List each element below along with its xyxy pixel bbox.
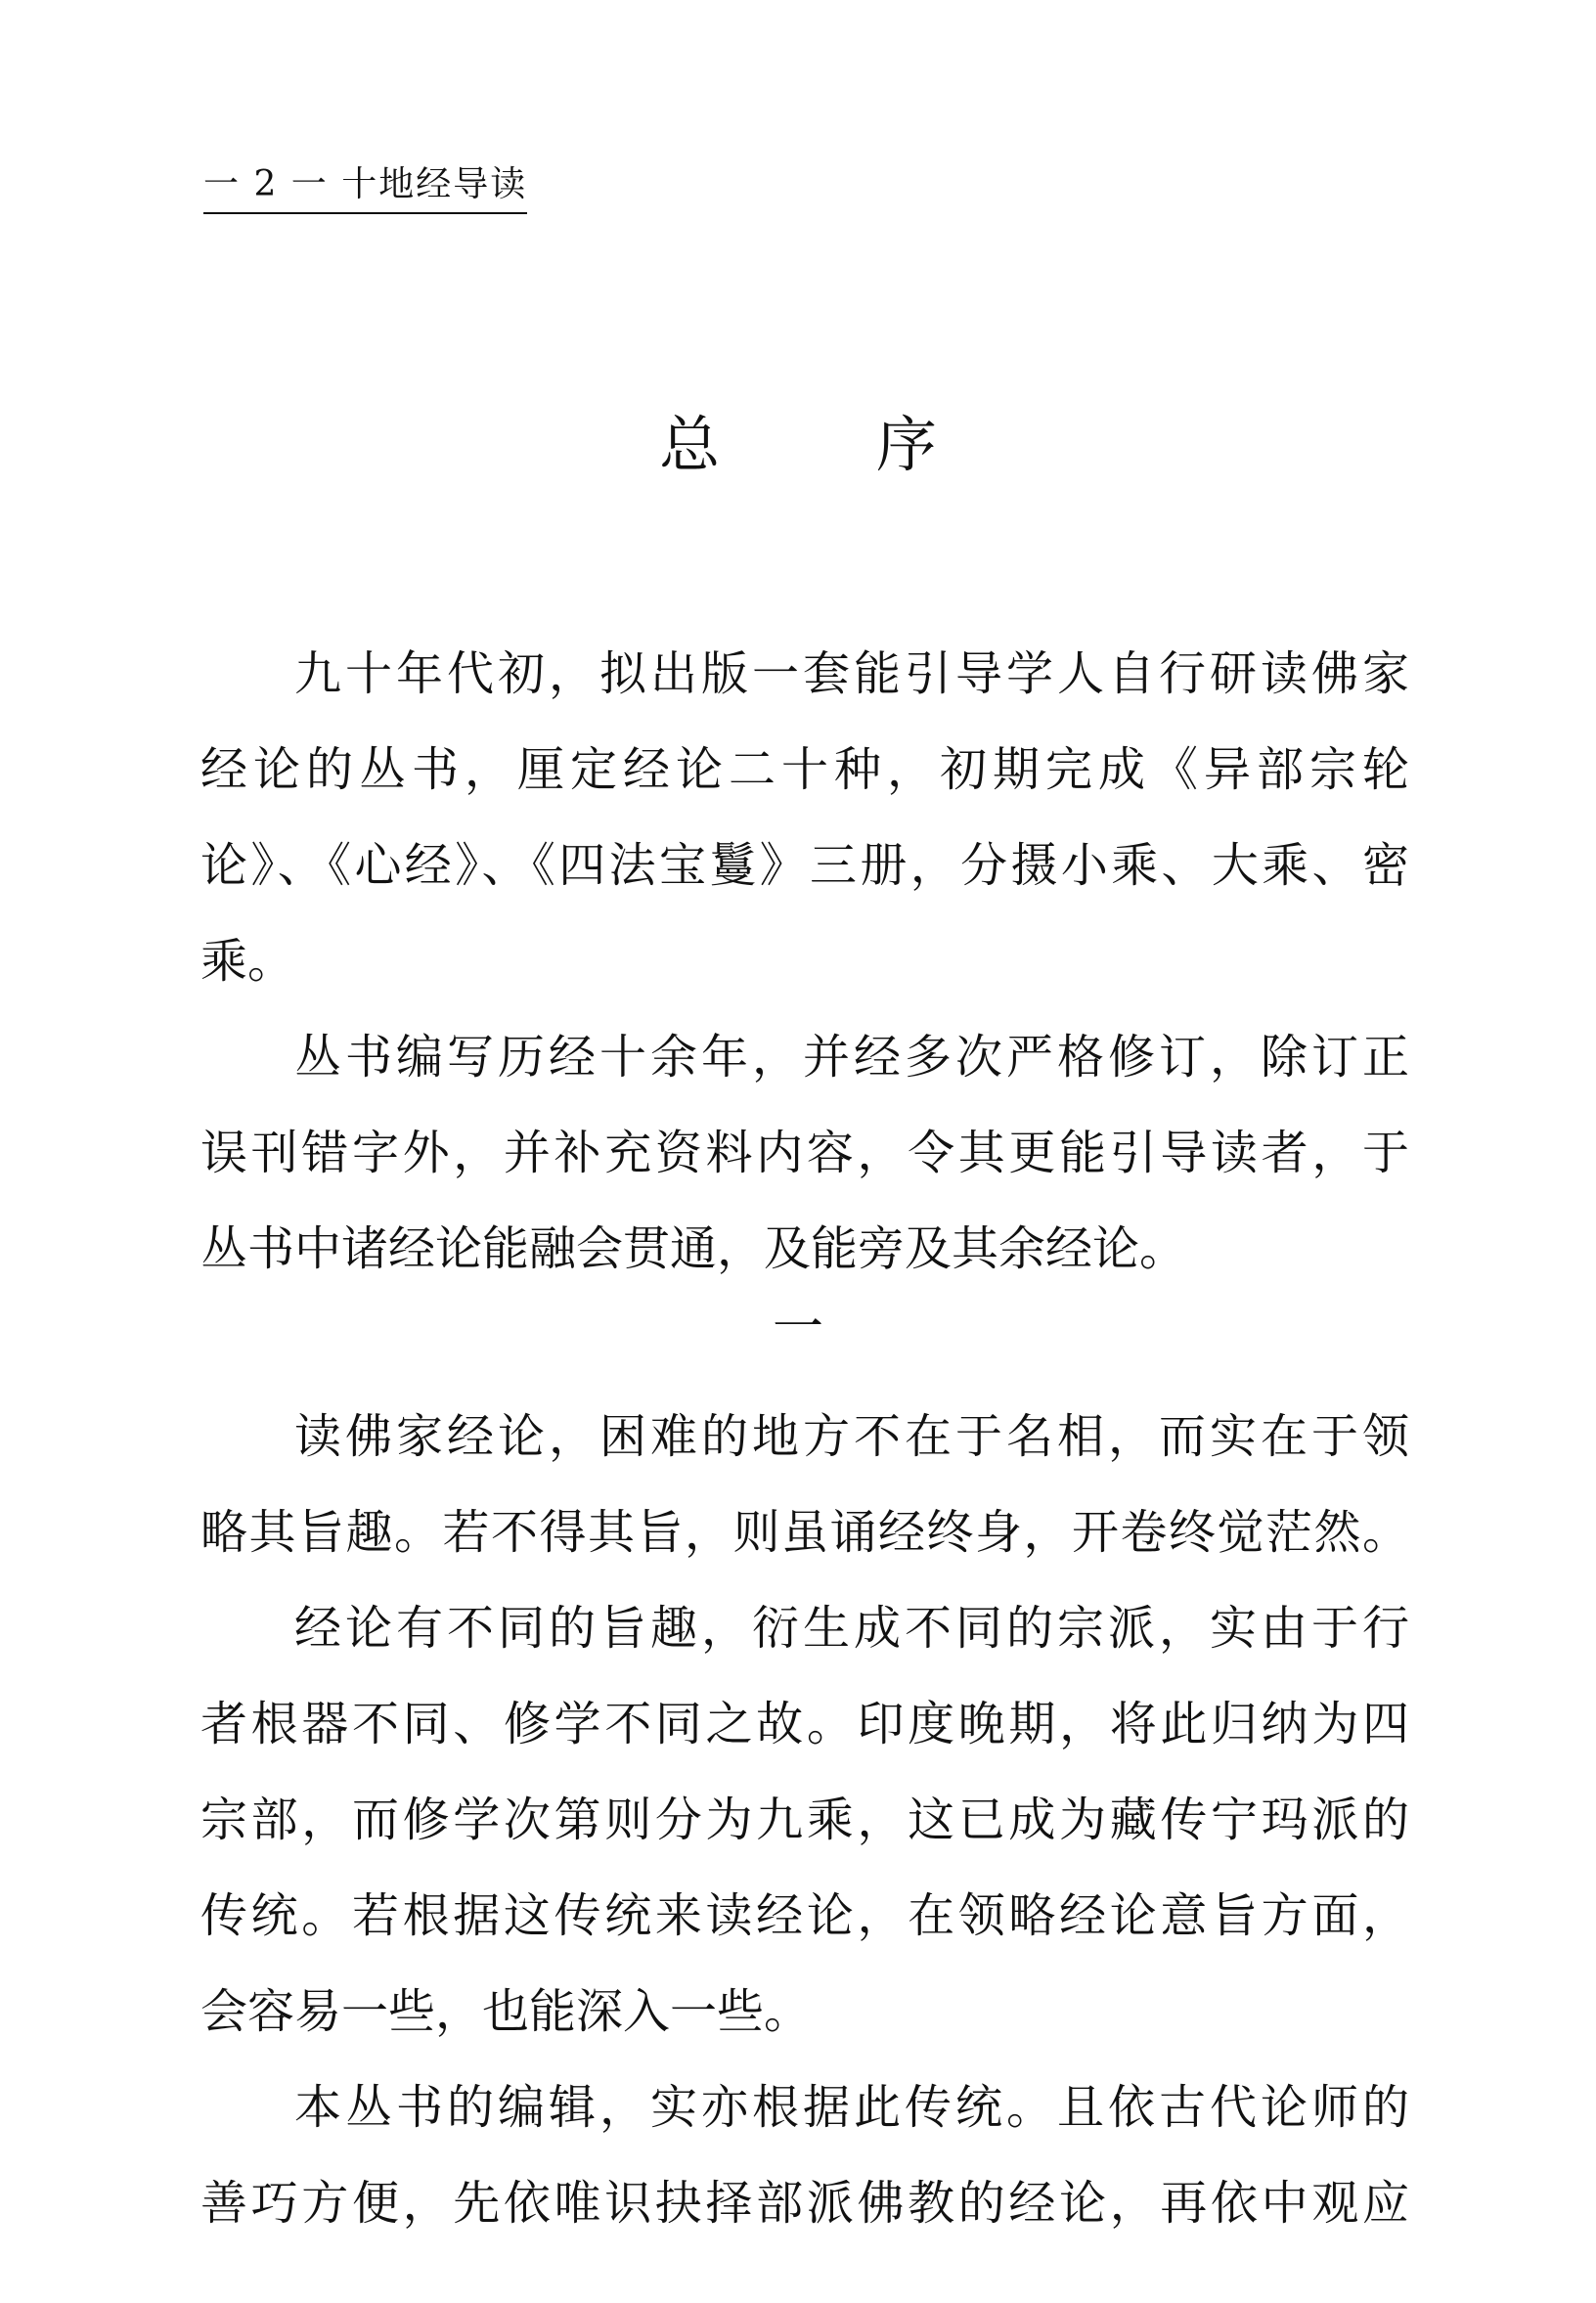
section-marker: 一 [772,1299,823,1357]
intro-text [200,626,1409,1297]
text-line: 经论有不同的旨趣，衍生成不同的宗派，实由于行 [294,1601,1409,1656]
text-line: 乘。 [200,934,295,989]
text-line: 九十年代初，拟出版一套能引导学人自行研读佛家 [294,646,1409,701]
text-line: 善巧方便，先依唯识抉择部派佛教的经论，再依中观应 [200,2176,1409,2231]
text-line: 论》、《心经》、《四法宝鬘》三册，分摄小乘、大乘、密 [200,838,1409,893]
page-title: 总 序 [659,409,1005,480]
text-line: 传统。若根据这传统来读经论，在领略经论意旨方面， [200,1888,1409,1943]
text-line: 略其旨趣。若不得其旨，则虽诵经终身，开卷终觉茫然。 [200,1505,1409,1560]
text-line: 读佛家经论，困难的地方不在于名相，而实在于领 [294,1409,1409,1464]
text-line: 经论的丛书，厘定经论二十种，初期完成《异部宗轮 [200,742,1409,797]
running-header: 一 2 一 十地经导读 [203,156,527,214]
section-one-text [200,1389,1409,2251]
text-line: 误刊错字外，并补充资料内容，令其更能引导读者，于 [200,1126,1409,1180]
text-line: 者根器不同、修学不同之故。印度晚期，将此归纳为四 [200,1697,1409,1751]
text-line: 丛书编写历经十余年，并经多次严格修订，除订正 [294,1030,1409,1085]
text-line: 本丛书的编辑，实亦根据此传统。且依古代论师的 [294,2080,1409,2135]
text-line: 丛书中诸经论能融会贯通，及能旁及其余经论。 [200,1221,1187,1276]
text-line: 宗部，而修学次第则分为九乘，这已成为藏传宁玛派的 [200,1793,1409,1847]
text-line: 会容易一些，也能深入一些。 [200,1984,812,2039]
